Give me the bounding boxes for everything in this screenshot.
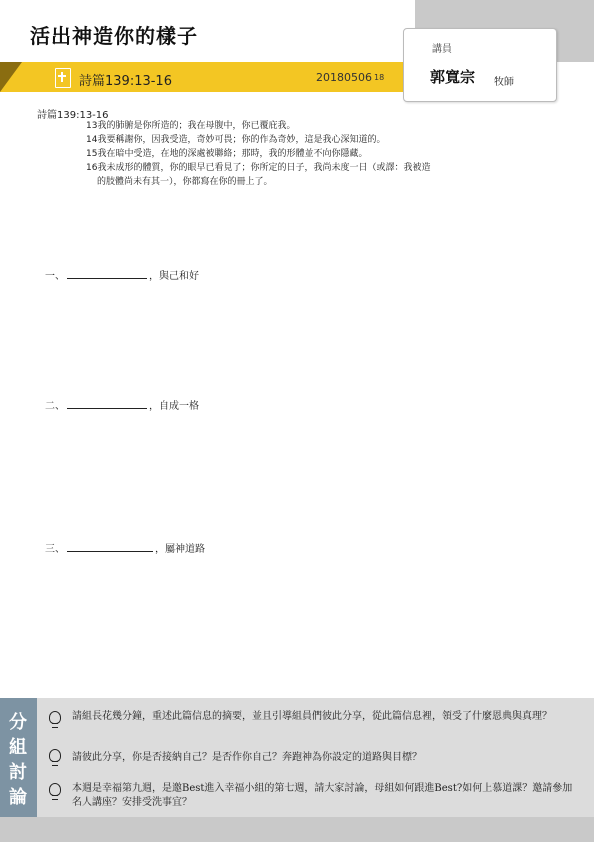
speaker-card — [403, 28, 557, 102]
speaker-name: 郭寬宗 — [430, 68, 476, 86]
discussion-question-2: 請彼此分享，你是否接納自己？是否作你自己？奔跑神為你設定的道路與目標？ — [72, 752, 422, 763]
verse-16: 16我未成形的體質，你的眼早已看見了；你所定的日子，我尚未度一日（或譯：我被造 — [86, 163, 431, 173]
point-text: ，與己和好 — [149, 271, 199, 282]
point-prefix: 二、 — [45, 401, 65, 412]
point-prefix: 一、 — [45, 271, 65, 282]
verse-15: 15我在暗中受造，在地的深處被聯絡；那時，我的形體並不向你隱藏。 — [86, 149, 368, 159]
lightbulb-icon — [49, 711, 61, 724]
passage-heading: 詩篇139:13-16 — [37, 110, 109, 121]
scripture-reference: 詩篇139:13-16 — [79, 74, 172, 89]
discussion-label-char: 組 — [9, 737, 27, 758]
banner-notch — [0, 62, 22, 92]
verse-14: 14我要稱謝你，因我受造，奇妙可畏；你的作為奇妙，這是我心深知道的。 — [86, 135, 386, 145]
lightbulb-icon — [49, 749, 61, 762]
bible-icon — [55, 68, 71, 88]
fill-in-blank — [67, 541, 153, 552]
sermon-point-1 — [45, 267, 199, 282]
lightbulb-icon — [49, 783, 61, 796]
discussion-label-char: 論 — [9, 787, 27, 808]
verse-16-continued: 的肢體尚未有其一），你都寫在你的冊上了。 — [97, 177, 273, 187]
footer-band — [0, 817, 594, 842]
point-prefix: 三、 — [45, 544, 65, 555]
sermon-point-3 — [45, 540, 205, 555]
fill-in-blank — [67, 398, 147, 409]
sermon-number: 18 — [374, 73, 385, 82]
point-text: ，自成一格 — [149, 401, 199, 412]
discussion-label-char: 分 — [9, 712, 27, 733]
speaker-title: 牧師 — [494, 77, 514, 88]
page-title: 活出神造你的樣子 — [30, 24, 198, 48]
discussion-label — [0, 698, 37, 817]
sermon-date: 20180506 — [316, 71, 372, 84]
fill-in-blank — [67, 268, 147, 279]
discussion-question-3: 本週是幸福第九週，是邀Best進入幸福小組的第七週，請大家討論，母組如何跟進Best?如何上慕道課？邀請參加名人講座？安排受洗事宜？ — [72, 783, 573, 808]
point-text: ，屬神道路 — [155, 544, 205, 555]
sermon-point-2 — [45, 397, 199, 412]
speaker-label: 講員 — [432, 44, 452, 55]
discussion-question-1: 請組長花幾分鐘，重述此篇信息的摘要，並且引導組員們彼此分享，從此篇信息裡，領受了什麼恩典與真理？ — [72, 711, 552, 722]
discussion-label-char: 討 — [9, 762, 27, 783]
verse-13: 13我的肺腑是你所造的；我在母腹中，你已覆庇我。 — [86, 121, 296, 131]
